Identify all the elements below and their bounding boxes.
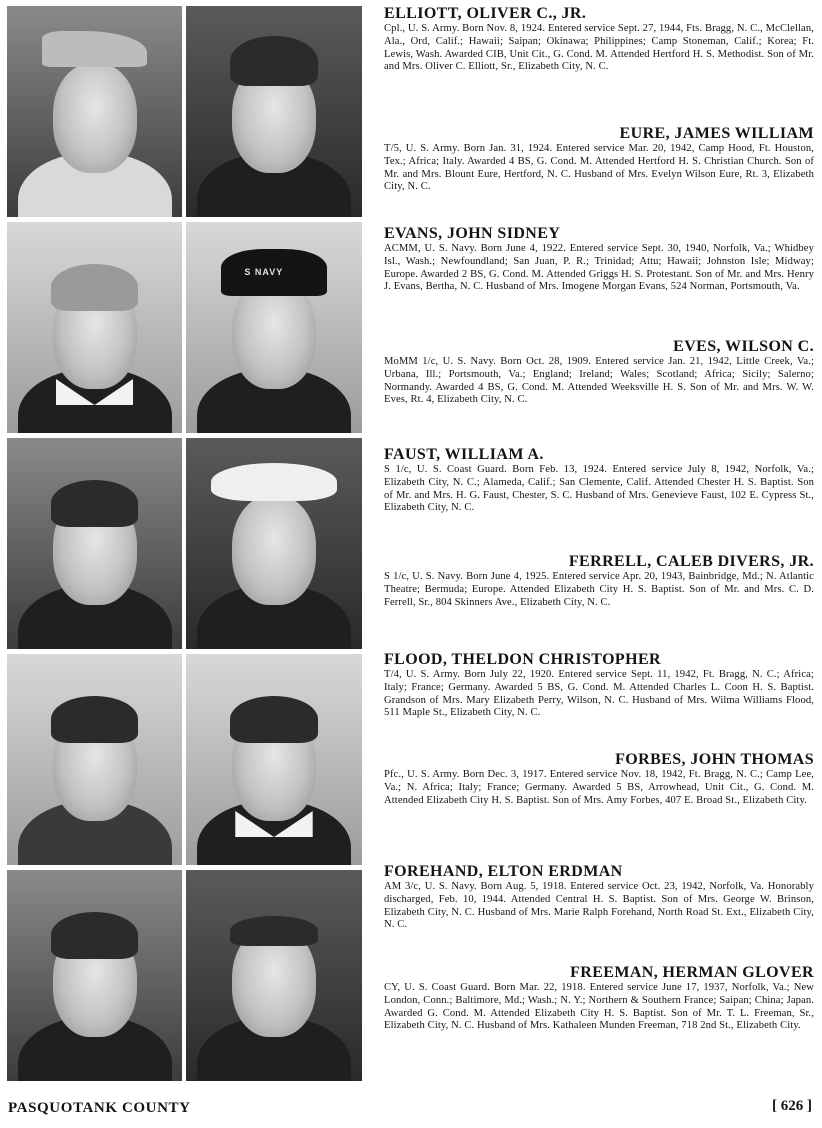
entry-bio: Cpl., U. S. Army. Born Nov. 8, 1924. Entered service Sept. 27, 1944, Fts. Bragg, N. C., McClellan, Ala., Ord, Calif.; Hawaii; Saipan; Okinawa; Philippines; Camp Stoneman, Calif.; Korea; Ft. Lewis, Wash. Awarded CIB, Unit Cit., G. Cond. M. Attended Hertford H. S. Methodist. Son of Mr. and Mrs. Oliver C. Elliott, Sr., Elizabeth City, N. C. (384, 23, 814, 73)
portrait-eves (186, 222, 362, 433)
portrait-eure (186, 6, 362, 217)
entry-bio: S 1/c, U. S. Coast Guard. Born Feb. 13, 1924. Entered service July 8, 1942, Norfolk, Va.; Elizabeth City, N. C.; Alameda, Calif.; San Clemente, Calif. Attended Chester H. S. Baptist. Son of Mr. and Mrs. H. G. Faust, Chester, S. C. Husband of Mrs. Genevieve Faust, 102 E. Cypress St., Elizabeth City, N. C. (384, 464, 814, 514)
page-number: [ 626 ] (772, 1098, 812, 1114)
portrait-faust (7, 438, 182, 649)
biography-column (384, 4, 814, 1073)
entry-ferrell (384, 552, 814, 650)
entry-name: EURE, JAMES WILLIAM (619, 125, 814, 142)
portrait-flood (7, 654, 182, 865)
entry-bio: ACMM, U. S. Navy. Born June 4, 1922. Entered service Sept. 30, 1940, Norfolk, Va.; Whidbey Isl., Wash.; Newfoundland; San Juan, P. R.; Trinidad; Attu; Hawaii; Johnston Isle; Midway; Europe. Awarded 2 BS, G. Cond. M. Attended Griggs H. S. Protestant. Son of Mr. and Mrs. Henry J. Evans, Bertha, N. C. Husband of Mrs. Imogene Morgan Evans, 524 Norman, Portsmouth, Va. (384, 243, 814, 293)
portrait-forbes (186, 654, 362, 865)
portrait-forehand (7, 870, 182, 1081)
entry-bio: T/4, U. S. Army. Born July 22, 1920. Entered service Sept. 11, 1942, Ft. Bragg, N. C.; Africa; Italy; France; Germany. Awarded 5 BS, G. Cond. M. Attended Charles L. Coon H. S. Baptist. Grandson of Mrs. Mary Elizabeth Perry, Wilson, N. C. Husband of Mrs. Wilma Williams Flood, 511 Maple St., Elizabeth City, N. C. (384, 669, 814, 719)
entry-name: FORBES, JOHN THOMAS (615, 751, 814, 768)
entry-eure (384, 124, 814, 224)
entry-name: EVES, WILSON C. (673, 338, 814, 355)
entry-name: FAUST, WILLIAM A. (384, 446, 544, 463)
entry-flood (384, 650, 814, 750)
entry-bio: Pfc., U. S. Army. Born Dec. 3, 1917. Entered service Nov. 18, 1942, Ft. Bragg, N. C.; Camp Lee, Va.; N. Africa; Italy; France; Germany. Awarded 5 BS, Arrowhead, Unit Cit., G. Cond. M. Attended Elizabeth City H. S. Baptist. Son of Mrs. Amy Forbes, 407 E. Broad St., Elizabeth City. (384, 769, 814, 806)
entry-evans (384, 224, 814, 337)
entry-name: FLOOD, THELDON CHRISTOPHER (384, 651, 661, 668)
entry-name: FOREHAND, ELTON ERDMAN (384, 863, 623, 880)
entry-bio: AM 3/c, U. S. Navy. Born Aug. 5, 1918. Entered service Oct. 23, 1942, Norfolk, Va. Honorably discharged, Feb. 10, 1944. Attended Central H. S. Baptist. Son of Mrs. George W. Brinson, Elizabeth City, N. C. Husband of Mrs. Marie Ralph Forehand, North Road St. Ext., Elizabeth City, N. C. (384, 881, 814, 931)
portrait-evans (7, 222, 182, 433)
entry-name: EVANS, JOHN SIDNEY (384, 225, 561, 242)
entry-elliott (384, 4, 814, 124)
entry-freeman (384, 963, 814, 1073)
entry-bio: S 1/c, U. S. Navy. Born June 4, 1925. Entered service Apr. 20, 1943, Bainbridge, Md.; N. Atlantic Theatre; Bermuda; Europe. Attended Elizabeth City H. S. Baptist. Son of Mr. and Mrs. C. D. Ferrell, Sr., 804 Skinners Ave., Elizabeth City, N. C. (384, 571, 814, 608)
portrait-freeman (186, 870, 362, 1081)
entry-eves (384, 337, 814, 445)
portrait-grid (7, 6, 362, 1081)
entry-name: ELLIOTT, OLIVER C., JR. (384, 5, 587, 22)
portrait-elliott (7, 6, 182, 217)
county-footer: PASQUOTANK COUNTY (8, 1100, 191, 1116)
navy-cap (221, 249, 327, 295)
entry-name: FERRELL, CALEB DIVERS, JR. (568, 553, 814, 570)
cap-band-text: S NAVY (244, 267, 284, 278)
entry-name: FREEMAN, HERMAN GLOVER (570, 964, 814, 981)
entry-bio: T/5, U. S. Army. Born Jan. 31, 1924. Entered service Mar. 20, 1942, Camp Hood, Ft. Houston, Tex.; Africa; Italy. Awarded 4 BS, G. Cond. M. Attended Hertford H. S. Christian Church. Son of Mr. and Mrs. Blount Eure, Hertford, N. C. Husband of Mrs. Evelyn Wilson Eure, Rt. 3, Elizabeth City, N. C. (384, 143, 814, 193)
portrait-ferrell (186, 438, 362, 649)
entry-faust (384, 445, 814, 552)
entry-forehand (384, 862, 814, 963)
entry-bio: MoMM 1/c, U. S. Navy. Born Oct. 28, 1909. Entered service Jan. 21, 1942, Little Creek, Va.; Urbana, Ill.; Portsmouth, Va.; England; Ireland; Wales; Scotland; Africa; Sicily; Salerno; Normandy. Awarded 4 BS, G. Cond. M. Attended Weeksville H. S. Son of Mr. and Mrs. W. W. Eves, Rt. 4, Elizabeth City, N. C. (384, 356, 814, 406)
entry-bio: CY, U. S. Coast Guard. Born Mar. 22, 1918. Entered service June 17, 1937, Norfolk, Va.; New London, Conn.; Baltimore, Md.; Wash.; N. Y.; Northern & Southern France; Saipan; China; Japan. Awarded G. Cond. M. Attended Elizabeth City H. S. Baptist. Son of Mr. T. L. Freeman, Sr., Elizabeth City, N. C. Husband of Mrs. Kathaleen Munden Freeman, 718 2nd St., Elizabeth City. (384, 982, 814, 1032)
entry-forbes (384, 750, 814, 862)
